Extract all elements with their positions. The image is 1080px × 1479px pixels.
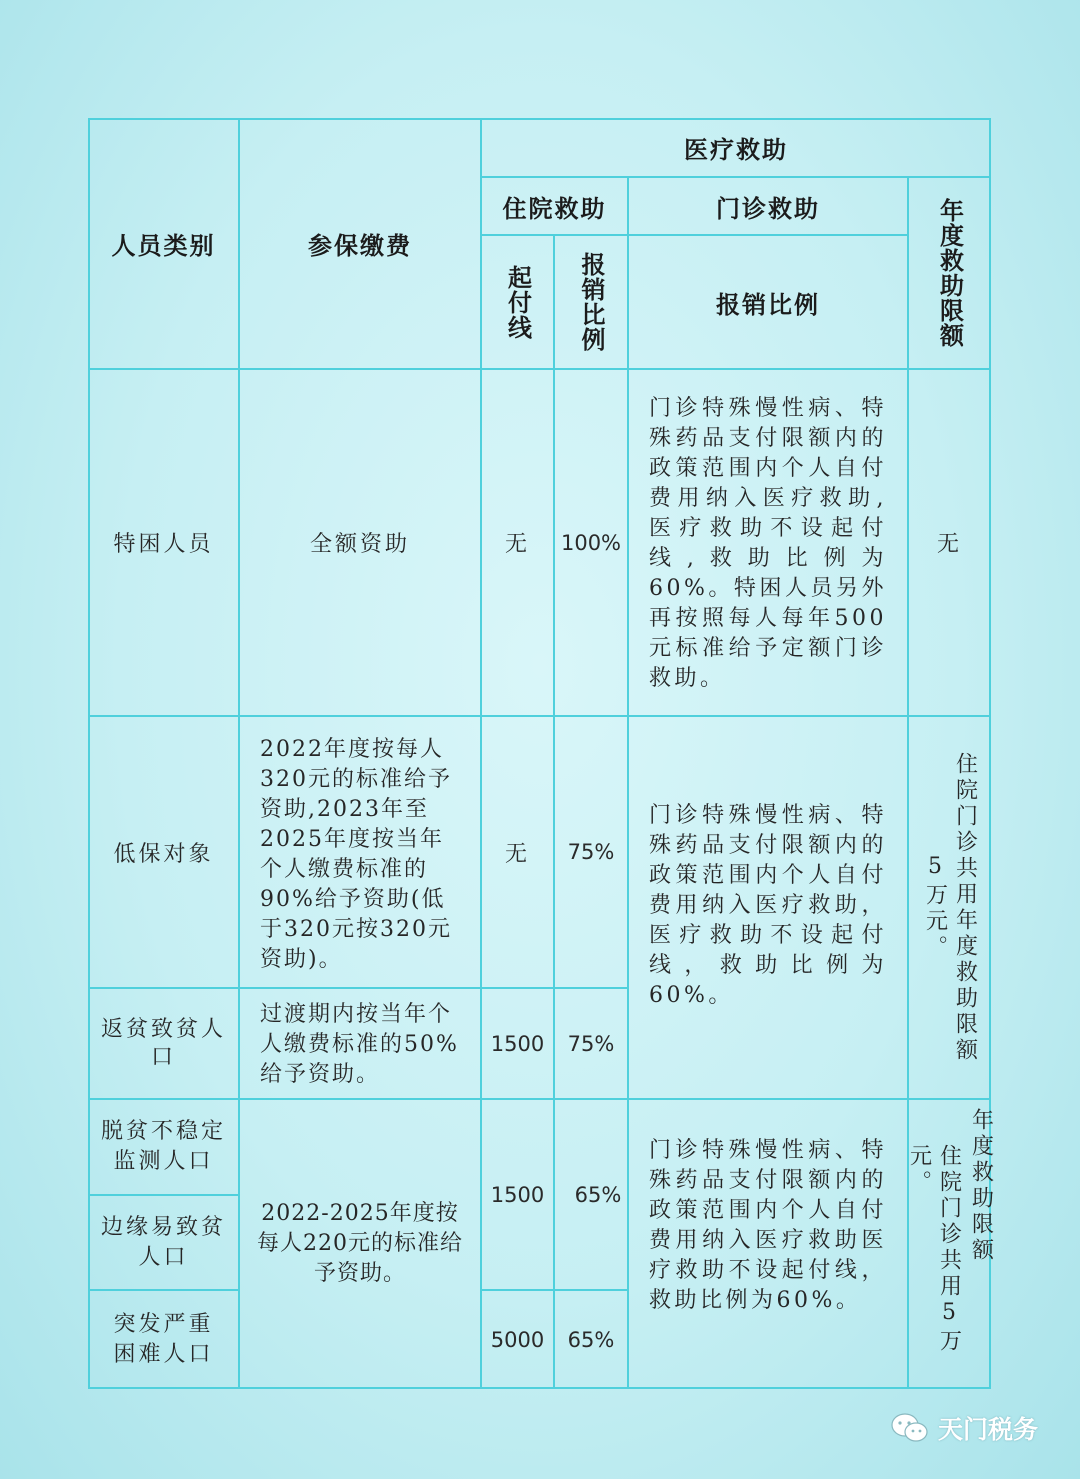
- header-annual-limit-label: 年度救助限额: [935, 198, 964, 348]
- group3-limit-text-b: 住院门诊共用5万元。: [906, 1144, 962, 1355]
- row-tekun-deductible: 无: [504, 532, 530, 557]
- group2-limit: [908, 716, 991, 1099]
- header-deductible: [481, 235, 554, 369]
- group3-payment-cell: [239, 1099, 481, 1389]
- row-dibao-payment: 2022年度按每人320元的标准给予资助,2023年至2025年度按当年个人缴费标准的90%给予资助(低于320元按320元资助)。: [260, 737, 452, 972]
- row-tekun-limit: 无: [936, 532, 962, 557]
- row-tuopin-category: 脱贫不稳定监测人口: [100, 1119, 226, 1174]
- group3-payment: 2022-2025年度按每人220元的标准给予资助。: [257, 1201, 463, 1286]
- row-fanpin-ratio: 75%: [567, 1031, 615, 1056]
- row-tufa-category: 突发严重困难人口: [113, 1311, 214, 1367]
- row-bianyuan-category: 边缘易致贫人口: [100, 1214, 226, 1270]
- group3-ratio: 65%: [574, 1182, 622, 1207]
- header-payment: 参保缴费: [308, 232, 412, 260]
- wechat-icon: [890, 1411, 930, 1445]
- row-fanpin-category: 返贫致贫人口: [100, 1016, 226, 1070]
- group2-limit-text: 住院门诊共用年度救助限额5万元。: [922, 751, 978, 1064]
- group2-outpatient: 门诊特殊慢性病、特殊药品支付限额内的政策范围内个人自付费用纳入医疗救助，医疗救助不设起付线，救助比例为60%。: [649, 803, 887, 1008]
- row-fanpin-deductible: 1500: [490, 1031, 545, 1056]
- header-ratio-label: 报销比例: [577, 252, 605, 352]
- header-category: 人员类别: [111, 232, 216, 260]
- header-annual-limit: [908, 177, 991, 369]
- row-dibao-category: 低保对象: [113, 841, 214, 867]
- header-outpatient-ratio: 报销比例: [716, 290, 820, 319]
- group3-outpatient: 门诊特殊慢性病、特殊药品支付限额内的政策范围内个人自付费用纳入医疗救助医疗救助不设起付线，救助比例为60%。: [649, 1138, 887, 1313]
- header-ratio: [554, 235, 628, 369]
- row-fanpin-payment: 过渡期内按当年个人缴费标准的50%给予资助。: [260, 1002, 459, 1087]
- row-dibao-deductible: 无: [504, 841, 530, 867]
- header-inpatient: 住院救助: [502, 194, 607, 223]
- row-tekun-outpatient: 门诊特殊慢性病、特殊药品支付限额内的政策范围内个人自付费用纳入医疗救助,医疗救助不设起付线,救助比例为60%。特困人员另外再按照每人每年500元标准给予定额门诊救助。: [649, 396, 887, 691]
- group3-limit: [906, 1108, 994, 1378]
- header-medical-aid: 医疗救助: [684, 136, 788, 164]
- row-dibao-ratio: 75%: [567, 840, 615, 864]
- group3-limit-text-a: 年度救助限额: [968, 1108, 994, 1264]
- row-tufa-ratio: 65%: [567, 1327, 615, 1352]
- row-tekun-category: 特困人员: [113, 532, 214, 557]
- row-tekun-ratio: 100%: [560, 530, 622, 555]
- row-tekun-payment: 全额资助: [309, 532, 410, 557]
- account-watermark: [890, 1410, 1038, 1446]
- watermark-text: 天门税务: [938, 1415, 1039, 1444]
- medical-aid-table: [88, 118, 994, 1389]
- group3-deductible: 1500: [490, 1182, 545, 1207]
- header-outpatient: 门诊救助: [716, 194, 820, 223]
- row-tufa-deductible: 5000: [490, 1327, 545, 1352]
- header-deductible-label: 起付线: [503, 264, 532, 340]
